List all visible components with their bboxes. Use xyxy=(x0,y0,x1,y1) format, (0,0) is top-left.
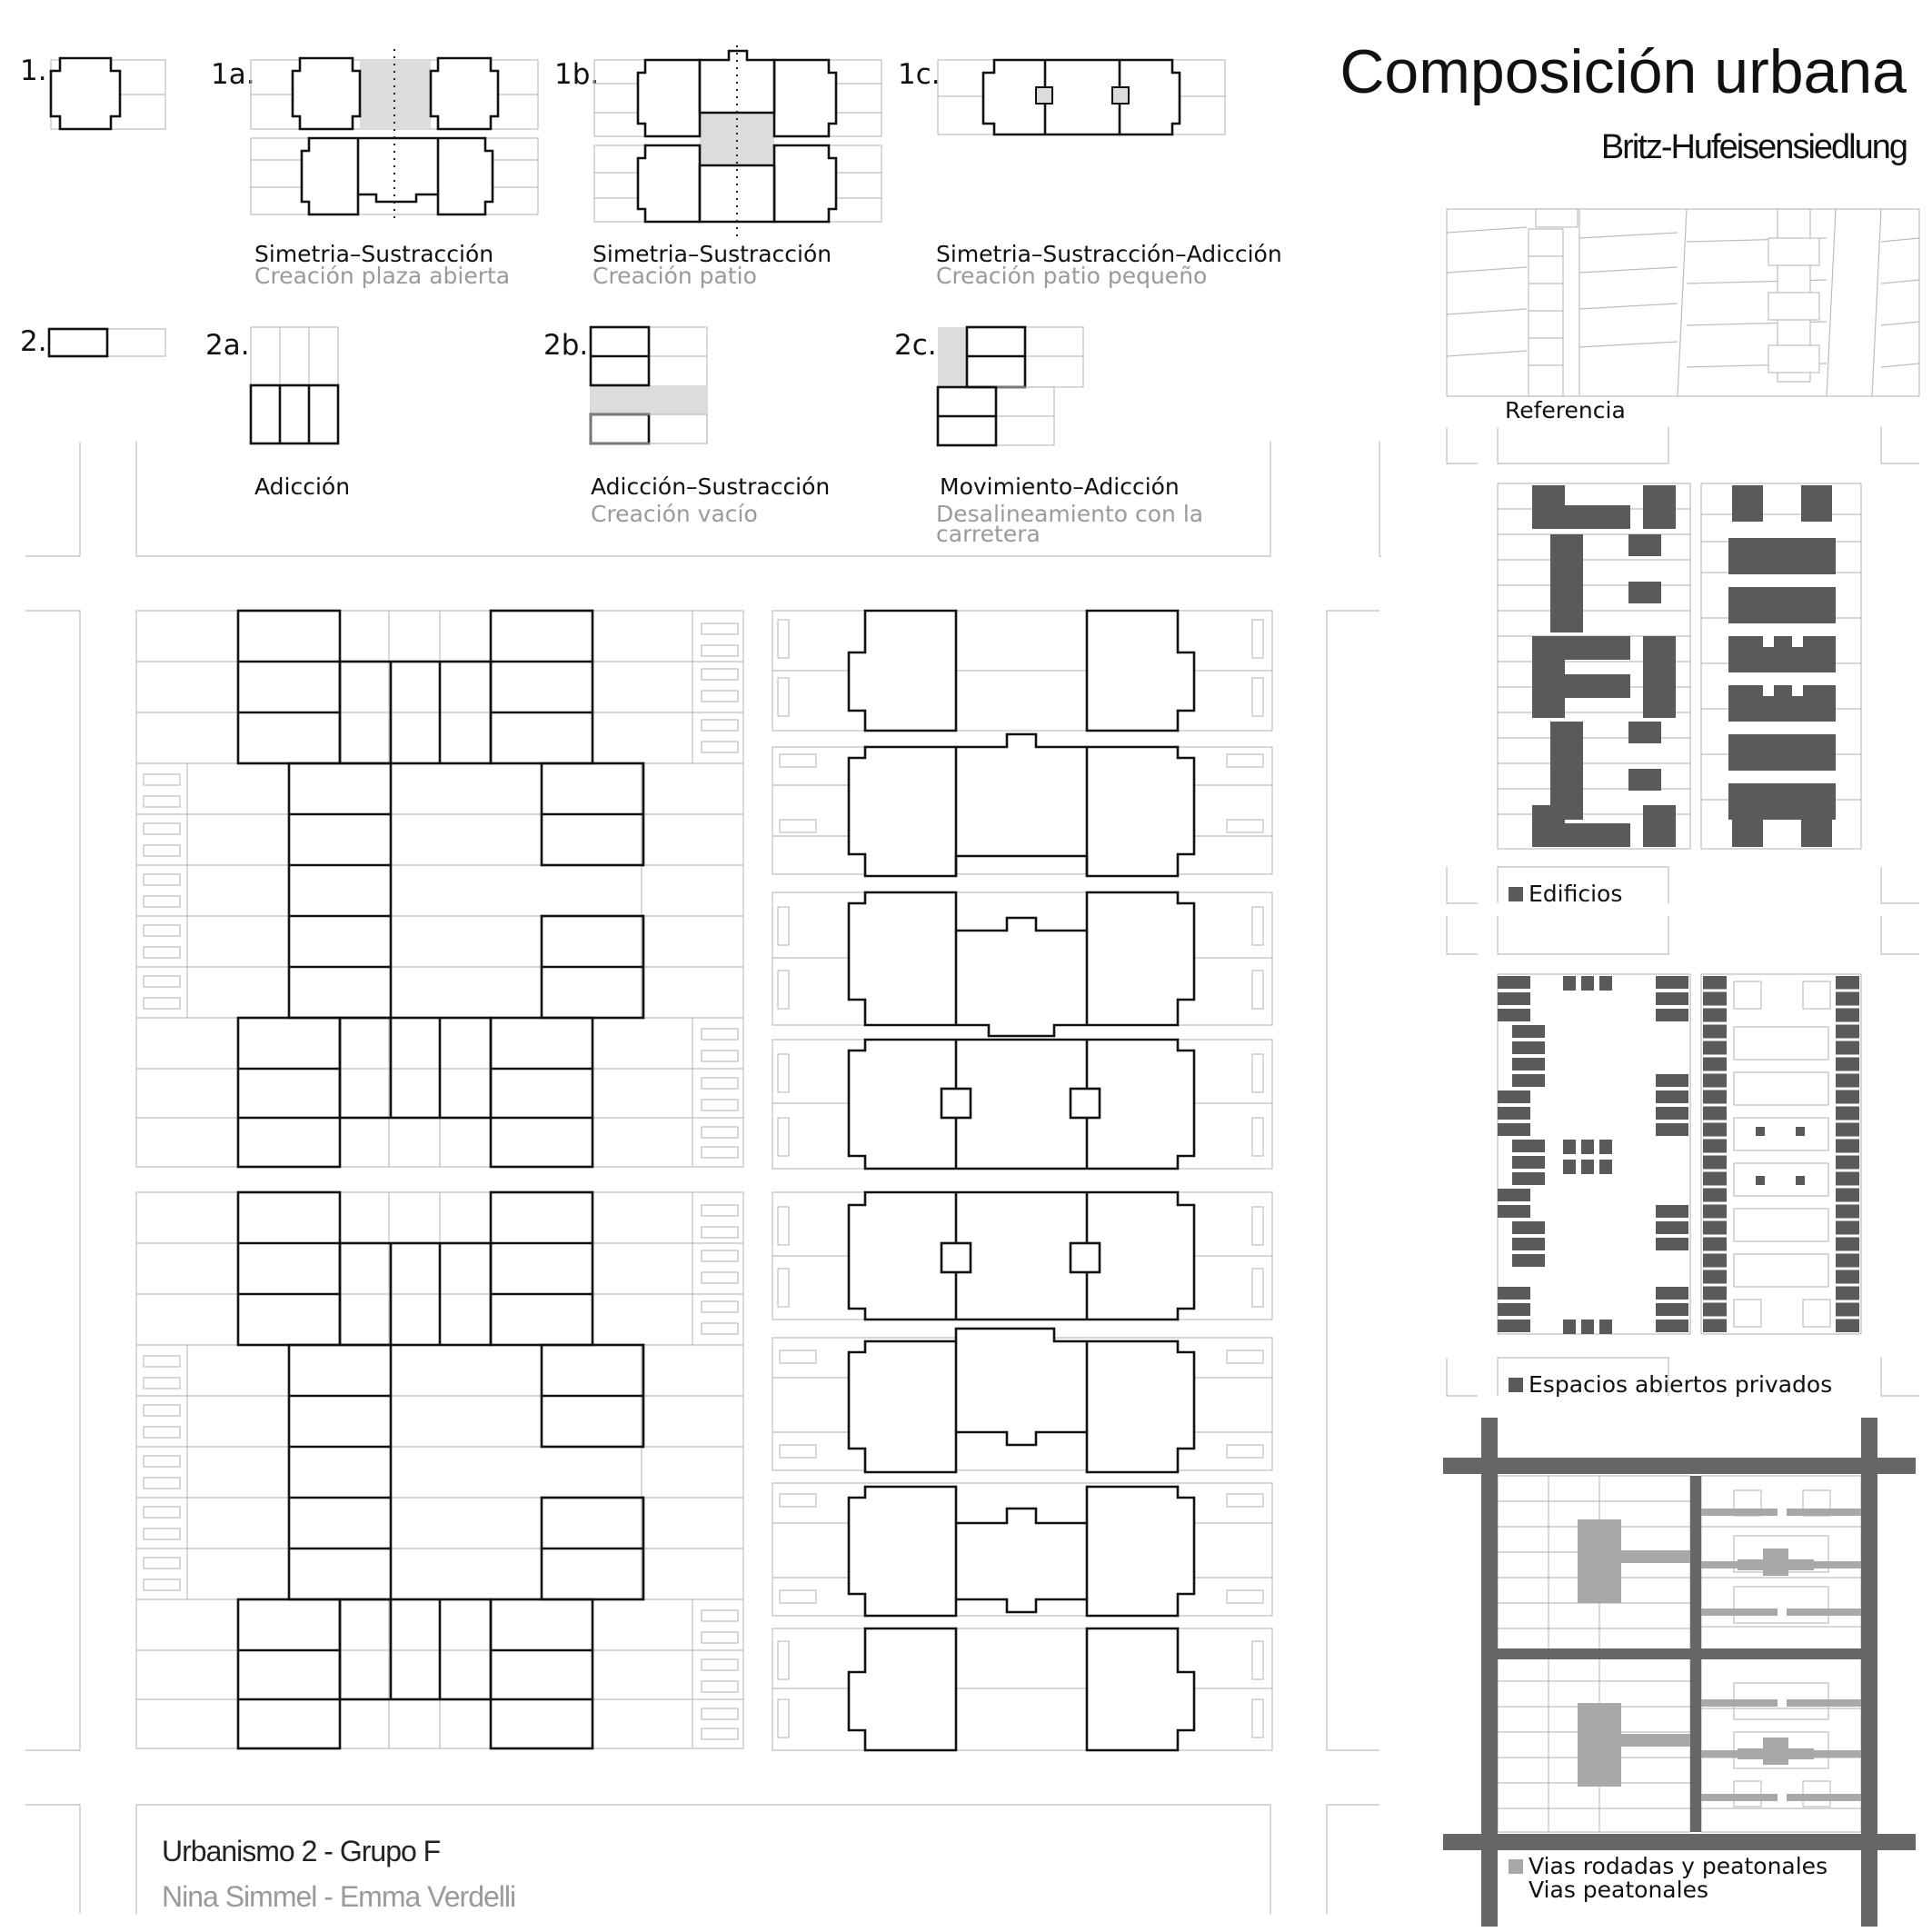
step-1-number: 1. xyxy=(20,55,47,87)
step-2-diagram xyxy=(20,325,165,358)
course-label: Urbanismo 2 - Grupo F xyxy=(162,1835,441,1867)
step-2c-caption: Movimiento–Adicción xyxy=(940,473,1180,500)
private-open-legend: Espacios abiertos privados xyxy=(1529,1371,1833,1398)
east-block-plan xyxy=(772,611,1272,1750)
step-1c-diagram xyxy=(898,58,1282,289)
step-2b-number: 2b. xyxy=(543,329,589,362)
step-2c-note-2: carretera xyxy=(936,521,1041,547)
step-1a-caption: Simetria–Sustracción xyxy=(254,241,494,267)
step-2a-caption: Adicción xyxy=(254,473,351,500)
page-subtitle: Britz-Hufeisensiedlung xyxy=(1600,128,1907,166)
step-1a-diagram xyxy=(211,49,538,289)
roads-legend: Vias rodadas y peatonales xyxy=(1529,1853,1828,1879)
reference-panel xyxy=(1447,209,1919,423)
step-2b-diagram xyxy=(543,327,830,527)
step-2c-note: Desalineamiento con la xyxy=(936,501,1204,527)
step-1a-number: 1a. xyxy=(211,58,255,91)
step-2b-caption: Adicción–Sustracción xyxy=(591,473,831,500)
step-1c-caption: Simetria–Sustracción–Adicción xyxy=(936,241,1282,267)
step-1b-diagram xyxy=(554,45,881,289)
step-1a-note: Creación plaza abierta xyxy=(254,263,511,289)
step-1-diagram xyxy=(20,55,165,129)
step-1c-note: Creación patio pequeño xyxy=(936,263,1208,289)
step-2a-number: 2a. xyxy=(205,329,250,362)
step-2b-note: Creación vacío xyxy=(591,501,758,527)
paths-legend: Vias peatonales xyxy=(1529,1877,1708,1903)
buildings-legend: Edificios xyxy=(1529,881,1623,907)
credits xyxy=(162,1835,515,1913)
page-title: Composición urbana xyxy=(1339,37,1907,106)
step-2c-diagram xyxy=(894,327,1203,547)
step-1c-number: 1c. xyxy=(898,58,941,91)
step-1b-number: 1b. xyxy=(554,58,600,91)
private-open-space-panel xyxy=(1447,916,1919,1398)
step-2a-diagram xyxy=(205,327,350,500)
west-block-plan xyxy=(136,611,743,1748)
buildings-panel xyxy=(1447,427,1919,907)
step-2-number: 2. xyxy=(20,325,47,358)
step-2c-number: 2c. xyxy=(894,329,937,362)
step-1b-caption: Simetria–Sustracción xyxy=(593,241,832,267)
authors-label: Nina Simmel - Emma Verdelli xyxy=(162,1880,516,1913)
reference-label: Referencia xyxy=(1505,397,1626,423)
roads-panel xyxy=(1443,1418,1916,1927)
step-1b-note: Creación patio xyxy=(593,263,757,289)
